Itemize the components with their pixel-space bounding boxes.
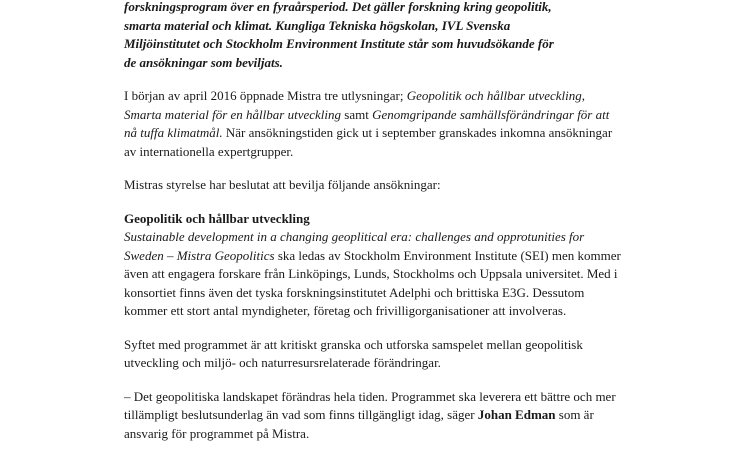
purpose-line: utveckling och miljö- och naturresursrelaterade förändringar. [124, 355, 441, 370]
lead-line: Miljöinstitutet och Stockholm Environment Institute står som huvudsökande för [124, 36, 554, 51]
section-geopolitics [124, 210, 644, 321]
calls-text: När ansökningstiden gick ut i september granskades inkomna ansökningar [222, 125, 613, 140]
decision-paragraph [124, 176, 644, 195]
calls-paragraph [124, 87, 644, 161]
project-title: Sustainable development in a changing geoplitical era: challenges and opprotunities for [124, 229, 585, 244]
lead-line: de ansökningar som beviljats. [124, 54, 283, 70]
quote-text: tillämpligt beslutsunderlag än vad som finns tillgängligt idag, säger [124, 407, 478, 422]
quote-text: som är [555, 407, 594, 422]
quote-line: ansvarig för programmet på Mistra. [124, 425, 310, 441]
section-line [124, 247, 644, 266]
calls-line [124, 87, 644, 106]
purpose-line: Syftet med programmet är att kritiskt granska och utforska samspelet mellan geopolitisk [124, 336, 583, 352]
calls-line [124, 124, 644, 143]
lead-line: forskningsprogram över en fyraårsperiod. Det gäller forskning kring geopolitik, [124, 0, 552, 14]
calls-text: I början av april 2016 öppnade Mistra tre utlysningar; [124, 88, 407, 103]
section-text: ska ledas av Stockholm Environment Institute (SEI) men kommer [274, 247, 621, 263]
lead-paragraph [124, 0, 644, 72]
call-title-climate-cont: nå tuffa klimatmål. [124, 125, 223, 140]
lead-line: smarta material och klimat. Kungliga Tekniska högskolan, IVL Svenska [124, 17, 511, 33]
section-line: även att engagera forskare från Linköpings, Lunds, Stockholms och Uppsala universitet. Med i [124, 266, 618, 281]
calls-line: av internationella expertgrupper. [124, 143, 294, 159]
calls-line [124, 106, 644, 125]
call-title-geopolitics: Geopolitik och hållbar utveckling, [406, 88, 586, 103]
purpose-paragraph [124, 336, 644, 373]
quote-paragraph [124, 388, 644, 444]
calls-text: samt [341, 106, 373, 122]
call-title-climate: Genomgripande samhällsförändringar för att [372, 106, 610, 122]
person-name: Johan Edman [477, 407, 556, 422]
section-line: konsortiet finns även det tyska forskningsinstitutet Adelphi och brittiska E3G. Dessutom [124, 284, 585, 300]
decision-text: Mistras styrelse har beslutat att bevilja följande ansökningar: [124, 177, 441, 192]
project-title-cont: Sweden – Mistra Geopolitics [124, 247, 275, 263]
call-title-smart-materials: Smarta material för en hållbar utveckling [124, 106, 342, 122]
quote-line [124, 406, 644, 425]
quote-line: – Det geopolitiska landskapet förändras hela tiden. Programmet ska leverera ett bättre och mer [124, 388, 616, 404]
text-column [124, 0, 644, 458]
section-heading: Geopolitik och hållbar utveckling [124, 210, 310, 226]
section-line: kommer ett stort antal myndigheter, företag och frivilligorganisationer att involveras. [124, 303, 567, 318]
